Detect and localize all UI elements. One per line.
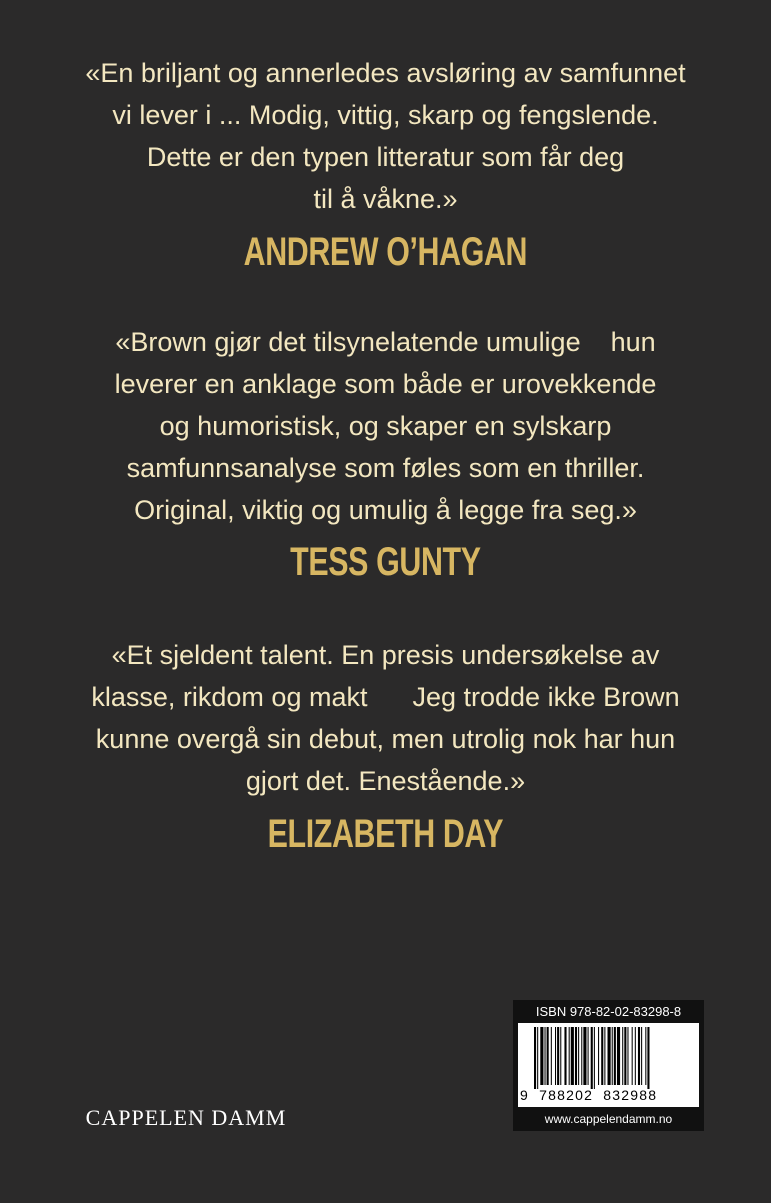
quote-line: «Et sjeldent talent. En presis undersøkelse av xyxy=(111,640,660,670)
barcode-bar xyxy=(594,1027,595,1089)
barcode-bar xyxy=(588,1027,589,1085)
barcode-bar xyxy=(551,1027,552,1085)
review-quote-1 xyxy=(0,52,771,220)
barcode-bar xyxy=(627,1027,628,1085)
quote-line: klasse, rikdom og makt Jeg trodde ikke Brown xyxy=(91,682,680,712)
barcode-bar xyxy=(641,1027,642,1085)
barcode-bar xyxy=(545,1027,546,1085)
barcode-bar xyxy=(647,1027,649,1089)
barcode-bar xyxy=(571,1027,574,1085)
quote-line: «Brown gjør det tilsynelatende umulige hun xyxy=(115,327,656,357)
barcode-digits: 9 788202 832988 xyxy=(520,1087,658,1103)
quote-line: Original, viktig og umulig å legge fra seg.» xyxy=(134,495,637,525)
barcode-bar xyxy=(583,1027,586,1085)
quote-line: «En briljant og annerledes avsløring av samfunnet xyxy=(85,58,686,88)
barcode-bar xyxy=(560,1027,561,1085)
quote-line: kunne overgå sin debut, men utrolig nok har hun xyxy=(95,724,676,754)
barcode-bars xyxy=(518,1023,699,1089)
barcode-bar xyxy=(612,1027,613,1085)
quote-line: og humoristisk, og skaper en sylskarp xyxy=(159,411,612,441)
quote-author-1: ANDREW O’HAGAN xyxy=(243,230,528,274)
quote-line: gjort det. Enestående.» xyxy=(245,766,526,796)
isbn-barcode-box xyxy=(513,1000,704,1131)
isbn-number: ISBN 978-82-02-83298-8 xyxy=(535,1004,682,1019)
barcode-bar xyxy=(547,1027,549,1085)
barcode-bar xyxy=(578,1027,579,1085)
barcode xyxy=(518,1023,699,1107)
quote-author-2: TESS GUNTY xyxy=(290,540,481,584)
barcode-bar xyxy=(537,1027,538,1089)
publisher-url: www.cappelendamm.no xyxy=(544,1112,673,1126)
quote-line: samfunnsanalyse som føles som en thriller. xyxy=(126,453,645,483)
barcode-bar xyxy=(608,1027,611,1085)
barcode-bar xyxy=(617,1027,620,1085)
barcode-bar xyxy=(591,1027,593,1089)
barcode-bar xyxy=(645,1027,646,1085)
quote-line: leverer en anklage som både er urovekkende xyxy=(114,369,657,399)
barcode-bar xyxy=(569,1027,570,1085)
review-quote-3 xyxy=(0,634,771,802)
barcode-bar xyxy=(632,1027,633,1085)
quote-author-3: ELIZABETH DAY xyxy=(267,812,504,856)
barcode-bar xyxy=(534,1027,536,1089)
barcode-bar xyxy=(601,1027,603,1085)
barcode-bar xyxy=(581,1027,582,1085)
barcode-bar xyxy=(540,1027,543,1085)
quote-line: vi lever i ... Modig, vittig, skarp og fengslende. xyxy=(112,100,659,130)
barcode-bar xyxy=(624,1027,626,1085)
barcode-bar xyxy=(555,1027,556,1085)
barcode-bar xyxy=(557,1027,559,1085)
barcode-bar xyxy=(614,1027,616,1085)
barcode-bar xyxy=(575,1027,577,1085)
barcode-bar xyxy=(622,1027,623,1085)
barcode-bar xyxy=(564,1027,566,1085)
quote-line: til å våkne.» xyxy=(313,184,458,214)
publisher-logo: CAPPELEN DAMM xyxy=(85,1105,287,1130)
barcode-bar xyxy=(638,1027,640,1085)
barcode-bar xyxy=(635,1027,636,1085)
barcode-bar xyxy=(598,1027,599,1085)
barcode-bar xyxy=(604,1027,605,1085)
quote-line: Dette er den typen litteratur som får deg xyxy=(146,142,625,172)
review-quote-2 xyxy=(0,321,771,531)
